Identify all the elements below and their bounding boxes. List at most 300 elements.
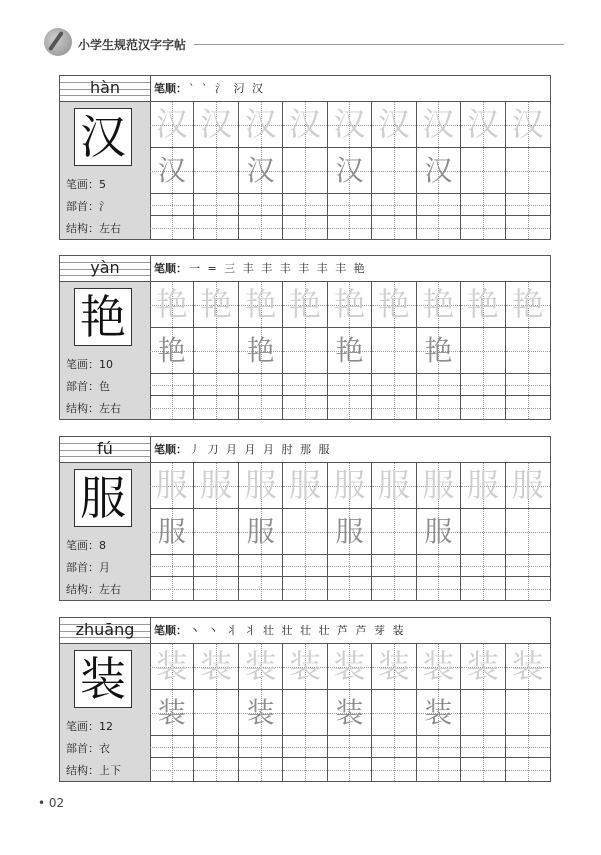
cell-guide-vertical xyxy=(528,758,529,781)
trace-character: 艳 xyxy=(244,285,277,323)
practice-cell[interactable] xyxy=(283,216,327,239)
structure-value: 左右 xyxy=(99,402,121,415)
stroke-order-row xyxy=(150,618,550,644)
header-title: 小学生规范汉字字帖 xyxy=(78,38,187,52)
practice-cell[interactable] xyxy=(150,328,194,374)
cell-guide-vertical xyxy=(172,396,173,419)
practice-cell[interactable] xyxy=(417,736,461,758)
cell-guide-vertical xyxy=(261,736,262,757)
practice-cell[interactable] xyxy=(283,736,327,758)
radical xyxy=(66,378,110,394)
practice-cell[interactable] xyxy=(283,758,327,781)
practice-cell[interactable] xyxy=(328,644,372,690)
practice-cell[interactable] xyxy=(372,736,416,758)
practice-character: 装 xyxy=(424,696,453,729)
trace-character: 装 xyxy=(422,647,455,685)
cell-guide-vertical xyxy=(172,758,173,781)
cell-guide-vertical xyxy=(528,690,529,735)
stroke-order-row xyxy=(150,76,550,102)
practice-cell[interactable] xyxy=(283,644,327,690)
practice-cell[interactable] xyxy=(461,396,505,419)
practice-cell[interactable] xyxy=(150,396,194,419)
pinyin: zhuāng xyxy=(75,620,135,639)
cell-guide-vertical xyxy=(305,509,306,554)
trace-character: 艳 xyxy=(511,285,544,323)
cell-guide-vertical xyxy=(394,758,395,781)
trace-character: 汉 xyxy=(422,105,455,143)
practice-cell[interactable] xyxy=(283,102,327,148)
practice-cell[interactable] xyxy=(506,216,550,239)
cell-guide-vertical xyxy=(483,577,484,600)
cell-guide-vertical xyxy=(216,194,217,215)
cell-guide-vertical xyxy=(483,148,484,193)
cell-guide-vertical xyxy=(394,509,395,554)
cell-guide-vertical xyxy=(261,216,262,239)
trace-character: 装 xyxy=(333,647,366,685)
cell-guide-vertical xyxy=(305,328,306,373)
practice-cell[interactable] xyxy=(328,463,372,509)
stroke-order-sequence: 丶 丶 丬 丬 壮 壮 壮 壮 芦 芦 芽 装 xyxy=(189,624,406,637)
cell-guide-vertical xyxy=(305,396,306,419)
practice-cell[interactable] xyxy=(283,374,327,396)
practice-cell[interactable] xyxy=(239,577,283,600)
cell-guide-vertical xyxy=(172,736,173,757)
practice-cell[interactable] xyxy=(328,509,372,555)
cell-guide-vertical xyxy=(172,194,173,215)
practice-cell[interactable] xyxy=(150,690,194,736)
practice-cell[interactable] xyxy=(239,194,283,216)
pinyin-box xyxy=(60,437,150,463)
practice-character: 艳 xyxy=(246,334,275,367)
structure-value: 左右 xyxy=(99,222,121,235)
cell-guide-vertical xyxy=(216,328,217,373)
practice-character: 汉 xyxy=(246,154,275,187)
cell-guide-vertical xyxy=(438,736,439,757)
practice-character: 艳 xyxy=(424,334,453,367)
practice-character: 艳 xyxy=(335,334,364,367)
stroke-order-sequence: 丿 刀 月 月 月 肘 那 服 xyxy=(189,443,332,456)
practice-cell[interactable] xyxy=(417,758,461,781)
practice-cell[interactable] xyxy=(150,216,194,239)
practice-cell[interactable] xyxy=(194,509,238,555)
trace-character: 服 xyxy=(244,466,277,504)
practice-cell[interactable] xyxy=(506,555,550,577)
character-info-panel xyxy=(60,437,151,600)
practice-cell[interactable] xyxy=(150,374,194,396)
practice-cell[interactable] xyxy=(194,148,238,194)
cell-guide-vertical xyxy=(305,577,306,600)
practice-cell[interactable] xyxy=(372,396,416,419)
trace-character: 汉 xyxy=(289,105,322,143)
character-info-panel xyxy=(60,76,151,239)
model-character: 服 xyxy=(74,469,132,527)
practice-cell[interactable] xyxy=(372,463,416,509)
practice-cell[interactable] xyxy=(461,644,505,690)
practice-cell[interactable] xyxy=(194,216,238,239)
stroke-count xyxy=(66,356,113,372)
cell-guide-vertical xyxy=(305,758,306,781)
pinyin-box xyxy=(60,76,150,102)
practice-cell[interactable] xyxy=(194,555,238,577)
cell-guide-vertical xyxy=(305,216,306,239)
practice-cell[interactable] xyxy=(150,148,194,194)
stroke-count-label: 笔画： xyxy=(66,178,99,191)
practice-cell[interactable] xyxy=(239,374,283,396)
cell-guide-vertical xyxy=(483,216,484,239)
practice-cell[interactable] xyxy=(194,194,238,216)
practice-cell[interactable] xyxy=(194,644,238,690)
cell-guide-vertical xyxy=(349,736,350,757)
cell-guide-vertical xyxy=(438,216,439,239)
stroke-order-label: 笔顺： xyxy=(154,443,187,456)
practice-cell[interactable] xyxy=(283,148,327,194)
cell-guide-vertical xyxy=(528,396,529,419)
practice-cell[interactable] xyxy=(506,690,550,736)
stroke-order-label: 笔顺： xyxy=(154,82,187,95)
cell-guide-vertical xyxy=(438,194,439,215)
pinyin: yàn xyxy=(90,258,120,277)
practice-cell[interactable] xyxy=(461,374,505,396)
practice-cell[interactable] xyxy=(328,396,372,419)
practice-cell[interactable] xyxy=(506,758,550,781)
cell-guide-vertical xyxy=(216,216,217,239)
practice-cell[interactable] xyxy=(506,396,550,419)
practice-cell[interactable] xyxy=(328,282,372,328)
practice-cell[interactable] xyxy=(150,644,194,690)
cell-guide-vertical xyxy=(483,194,484,215)
model-character: 装 xyxy=(74,650,132,708)
practice-cell[interactable] xyxy=(239,463,283,509)
practice-cell[interactable] xyxy=(372,644,416,690)
cell-guide-vertical xyxy=(483,396,484,419)
cell-guide-vertical xyxy=(172,216,173,239)
practice-character: 服 xyxy=(424,515,453,548)
trace-character: 装 xyxy=(155,647,188,685)
practice-cell[interactable] xyxy=(506,644,550,690)
stroke-count-value: 12 xyxy=(99,720,113,733)
practice-cell[interactable] xyxy=(283,463,327,509)
character-block xyxy=(59,617,551,782)
stroke-count xyxy=(66,176,106,192)
practice-cell[interactable] xyxy=(461,282,505,328)
practice-cell[interactable] xyxy=(239,282,283,328)
cell-guide-vertical xyxy=(216,509,217,554)
practice-cell[interactable] xyxy=(506,736,550,758)
practice-cell[interactable] xyxy=(506,463,550,509)
practice-cell[interactable] xyxy=(150,509,194,555)
practice-cell[interactable] xyxy=(150,102,194,148)
practice-cell[interactable] xyxy=(239,148,283,194)
practice-cell[interactable] xyxy=(150,194,194,216)
radical xyxy=(66,559,110,575)
practice-cell[interactable] xyxy=(239,736,283,758)
trace-character: 艳 xyxy=(377,285,410,323)
practice-cell[interactable] xyxy=(461,148,505,194)
cell-guide-vertical xyxy=(483,736,484,757)
structure-label: 结构： xyxy=(66,402,99,415)
practice-cell[interactable] xyxy=(194,102,238,148)
cell-guide-vertical xyxy=(216,148,217,193)
stroke-count xyxy=(66,718,113,734)
pinyin: fú xyxy=(97,439,113,458)
practice-cell[interactable] xyxy=(461,509,505,555)
trace-character: 装 xyxy=(511,647,544,685)
practice-cell[interactable] xyxy=(283,328,327,374)
practice-cell[interactable] xyxy=(417,463,461,509)
practice-cell[interactable] xyxy=(239,396,283,419)
practice-cell[interactable] xyxy=(506,577,550,600)
practice-character: 艳 xyxy=(157,334,186,367)
trace-character: 服 xyxy=(333,466,366,504)
practice-cell[interactable] xyxy=(372,509,416,555)
cell-guide-vertical xyxy=(483,509,484,554)
radical-value: 色 xyxy=(99,380,110,393)
practice-cell[interactable] xyxy=(239,690,283,736)
practice-cell[interactable] xyxy=(239,216,283,239)
practice-cell[interactable] xyxy=(506,194,550,216)
stroke-count xyxy=(66,537,106,553)
cell-guide-vertical xyxy=(216,690,217,735)
trace-character: 服 xyxy=(511,466,544,504)
cell-guide-vertical xyxy=(394,736,395,757)
trace-character: 服 xyxy=(466,466,499,504)
cell-guide-vertical xyxy=(261,758,262,781)
practice-character: 汉 xyxy=(335,154,364,187)
trace-character: 汉 xyxy=(466,105,499,143)
practice-cell[interactable] xyxy=(461,102,505,148)
practice-cell[interactable] xyxy=(506,148,550,194)
cell-guide-vertical xyxy=(528,194,529,215)
practice-cell[interactable] xyxy=(372,282,416,328)
practice-cell[interactable] xyxy=(506,328,550,374)
practice-cell[interactable] xyxy=(506,102,550,148)
practice-cell[interactable] xyxy=(328,216,372,239)
practice-cell[interactable] xyxy=(194,463,238,509)
practice-cell[interactable] xyxy=(461,577,505,600)
practice-cell[interactable] xyxy=(150,463,194,509)
pen-logo-icon xyxy=(44,28,72,56)
practice-cell[interactable] xyxy=(283,555,327,577)
trace-character: 服 xyxy=(377,466,410,504)
cell-guide-vertical xyxy=(438,555,439,576)
cell-guide-vertical xyxy=(394,194,395,215)
practice-cell[interactable] xyxy=(417,690,461,736)
cell-guide-vertical xyxy=(394,328,395,373)
stroke-order-sequence: ` ` 氵 汈 汉 xyxy=(189,82,265,95)
practice-cell[interactable] xyxy=(328,102,372,148)
cell-guide-vertical xyxy=(528,577,529,600)
practice-cell[interactable] xyxy=(372,374,416,396)
radical-value: 月 xyxy=(99,561,110,574)
pinyin: hàn xyxy=(89,78,121,97)
practice-cell[interactable] xyxy=(194,758,238,781)
page-header xyxy=(44,28,564,62)
practice-grid xyxy=(150,282,550,419)
practice-cell[interactable] xyxy=(150,577,194,600)
practice-cell[interactable] xyxy=(417,396,461,419)
practice-cell[interactable] xyxy=(417,644,461,690)
practice-cell[interactable] xyxy=(194,577,238,600)
practice-cell[interactable] xyxy=(328,577,372,600)
practice-cell[interactable] xyxy=(328,328,372,374)
practice-cell[interactable] xyxy=(328,690,372,736)
practice-cell[interactable] xyxy=(372,328,416,374)
practice-cell[interactable] xyxy=(283,194,327,216)
practice-cell[interactable] xyxy=(328,555,372,577)
cell-guide-vertical xyxy=(349,374,350,395)
cell-guide-vertical xyxy=(528,555,529,576)
cell-guide-vertical xyxy=(528,374,529,395)
practice-cell[interactable] xyxy=(194,328,238,374)
practice-character: 汉 xyxy=(157,154,186,187)
header-rule xyxy=(194,44,564,45)
trace-character: 服 xyxy=(289,466,322,504)
practice-cell[interactable] xyxy=(283,282,327,328)
practice-cell[interactable] xyxy=(506,374,550,396)
cell-guide-vertical xyxy=(394,148,395,193)
practice-cell[interactable] xyxy=(417,216,461,239)
practice-cell[interactable] xyxy=(461,555,505,577)
practice-cell[interactable] xyxy=(150,758,194,781)
trace-character: 汉 xyxy=(333,105,366,143)
cell-guide-vertical xyxy=(305,736,306,757)
practice-character: 服 xyxy=(157,515,186,548)
practice-grid xyxy=(150,644,550,781)
structure-value: 上下 xyxy=(99,764,121,777)
stroke-count-value: 8 xyxy=(99,539,106,552)
practice-cell[interactable] xyxy=(417,328,461,374)
cell-guide-vertical xyxy=(216,758,217,781)
practice-cell[interactable] xyxy=(194,736,238,758)
practice-cell[interactable] xyxy=(461,758,505,781)
practice-cell[interactable] xyxy=(372,102,416,148)
practice-cell[interactable] xyxy=(239,555,283,577)
practice-cell[interactable] xyxy=(417,194,461,216)
cell-guide-vertical xyxy=(394,374,395,395)
practice-cell[interactable] xyxy=(239,328,283,374)
cell-guide-vertical xyxy=(528,328,529,373)
cell-guide-vertical xyxy=(216,374,217,395)
stroke-order-sequence: 一 = 三 丰 丰 丰 丰 丰 丰 艳 xyxy=(189,262,367,275)
practice-cell[interactable] xyxy=(417,102,461,148)
cell-guide-vertical xyxy=(216,555,217,576)
practice-cell[interactable] xyxy=(239,758,283,781)
cell-guide-vertical xyxy=(528,736,529,757)
practice-cell[interactable] xyxy=(372,555,416,577)
practice-cell[interactable] xyxy=(283,509,327,555)
cell-guide-vertical xyxy=(261,194,262,215)
practice-cell[interactable] xyxy=(239,644,283,690)
pinyin-box xyxy=(60,618,150,644)
cell-guide-vertical xyxy=(438,396,439,419)
cell-guide-vertical xyxy=(394,555,395,576)
cell-guide-vertical xyxy=(349,194,350,215)
practice-cell[interactable] xyxy=(150,282,194,328)
radical-value: 衣 xyxy=(99,742,110,755)
trace-character: 服 xyxy=(422,466,455,504)
radical-label: 部首： xyxy=(66,561,99,574)
stroke-order-row xyxy=(150,437,550,463)
practice-cell[interactable] xyxy=(417,509,461,555)
cell-guide-vertical xyxy=(216,396,217,419)
practice-cell[interactable] xyxy=(283,577,327,600)
practice-cell[interactable] xyxy=(328,374,372,396)
practice-cell[interactable] xyxy=(328,194,372,216)
practice-cell[interactable] xyxy=(372,758,416,781)
practice-cell[interactable] xyxy=(194,396,238,419)
stroke-order-label: 笔顺： xyxy=(154,624,187,637)
practice-cell[interactable] xyxy=(461,216,505,239)
practice-cell[interactable] xyxy=(506,509,550,555)
trace-character: 艳 xyxy=(333,285,366,323)
structure-label: 结构： xyxy=(66,583,99,596)
practice-cell[interactable] xyxy=(417,555,461,577)
practice-cell[interactable] xyxy=(506,282,550,328)
cell-guide-vertical xyxy=(528,216,529,239)
practice-cell[interactable] xyxy=(372,690,416,736)
practice-character: 装 xyxy=(157,696,186,729)
practice-cell[interactable] xyxy=(372,216,416,239)
practice-cell[interactable] xyxy=(239,509,283,555)
radical xyxy=(66,198,110,214)
cell-guide-vertical xyxy=(305,148,306,193)
cell-guide-vertical xyxy=(394,216,395,239)
trace-character: 艳 xyxy=(466,285,499,323)
radical-label: 部首： xyxy=(66,742,99,755)
practice-grid xyxy=(150,463,550,600)
practice-cell[interactable] xyxy=(194,282,238,328)
practice-cell[interactable] xyxy=(372,194,416,216)
practice-cell[interactable] xyxy=(417,148,461,194)
practice-cell[interactable] xyxy=(417,577,461,600)
cell-guide-vertical xyxy=(349,216,350,239)
practice-cell[interactable] xyxy=(239,102,283,148)
practice-cell[interactable] xyxy=(372,577,416,600)
structure xyxy=(66,581,121,597)
stroke-order-row xyxy=(150,256,550,282)
cell-guide-vertical xyxy=(349,577,350,600)
practice-cell[interactable] xyxy=(417,282,461,328)
practice-cell[interactable] xyxy=(194,374,238,396)
practice-cell[interactable] xyxy=(328,736,372,758)
cell-guide-vertical xyxy=(438,577,439,600)
practice-cell[interactable] xyxy=(150,736,194,758)
model-character: 汉 xyxy=(74,108,132,166)
practice-cell[interactable] xyxy=(194,690,238,736)
practice-cell[interactable] xyxy=(417,374,461,396)
cell-guide-vertical xyxy=(394,690,395,735)
trace-character: 装 xyxy=(466,647,499,685)
practice-cell[interactable] xyxy=(461,328,505,374)
practice-cell[interactable] xyxy=(150,555,194,577)
practice-cell[interactable] xyxy=(328,758,372,781)
practice-cell[interactable] xyxy=(461,194,505,216)
model-character: 艳 xyxy=(74,288,132,346)
practice-cell[interactable] xyxy=(461,736,505,758)
practice-cell[interactable] xyxy=(372,148,416,194)
character-block xyxy=(59,75,551,240)
trace-character: 装 xyxy=(377,647,410,685)
trace-character: 艳 xyxy=(200,285,233,323)
practice-cell[interactable] xyxy=(283,690,327,736)
cell-guide-vertical xyxy=(438,758,439,781)
practice-cell[interactable] xyxy=(283,396,327,419)
practice-character: 服 xyxy=(246,515,275,548)
practice-cell[interactable] xyxy=(328,148,372,194)
cell-guide-vertical xyxy=(172,374,173,395)
practice-cell[interactable] xyxy=(461,690,505,736)
practice-cell[interactable] xyxy=(461,463,505,509)
